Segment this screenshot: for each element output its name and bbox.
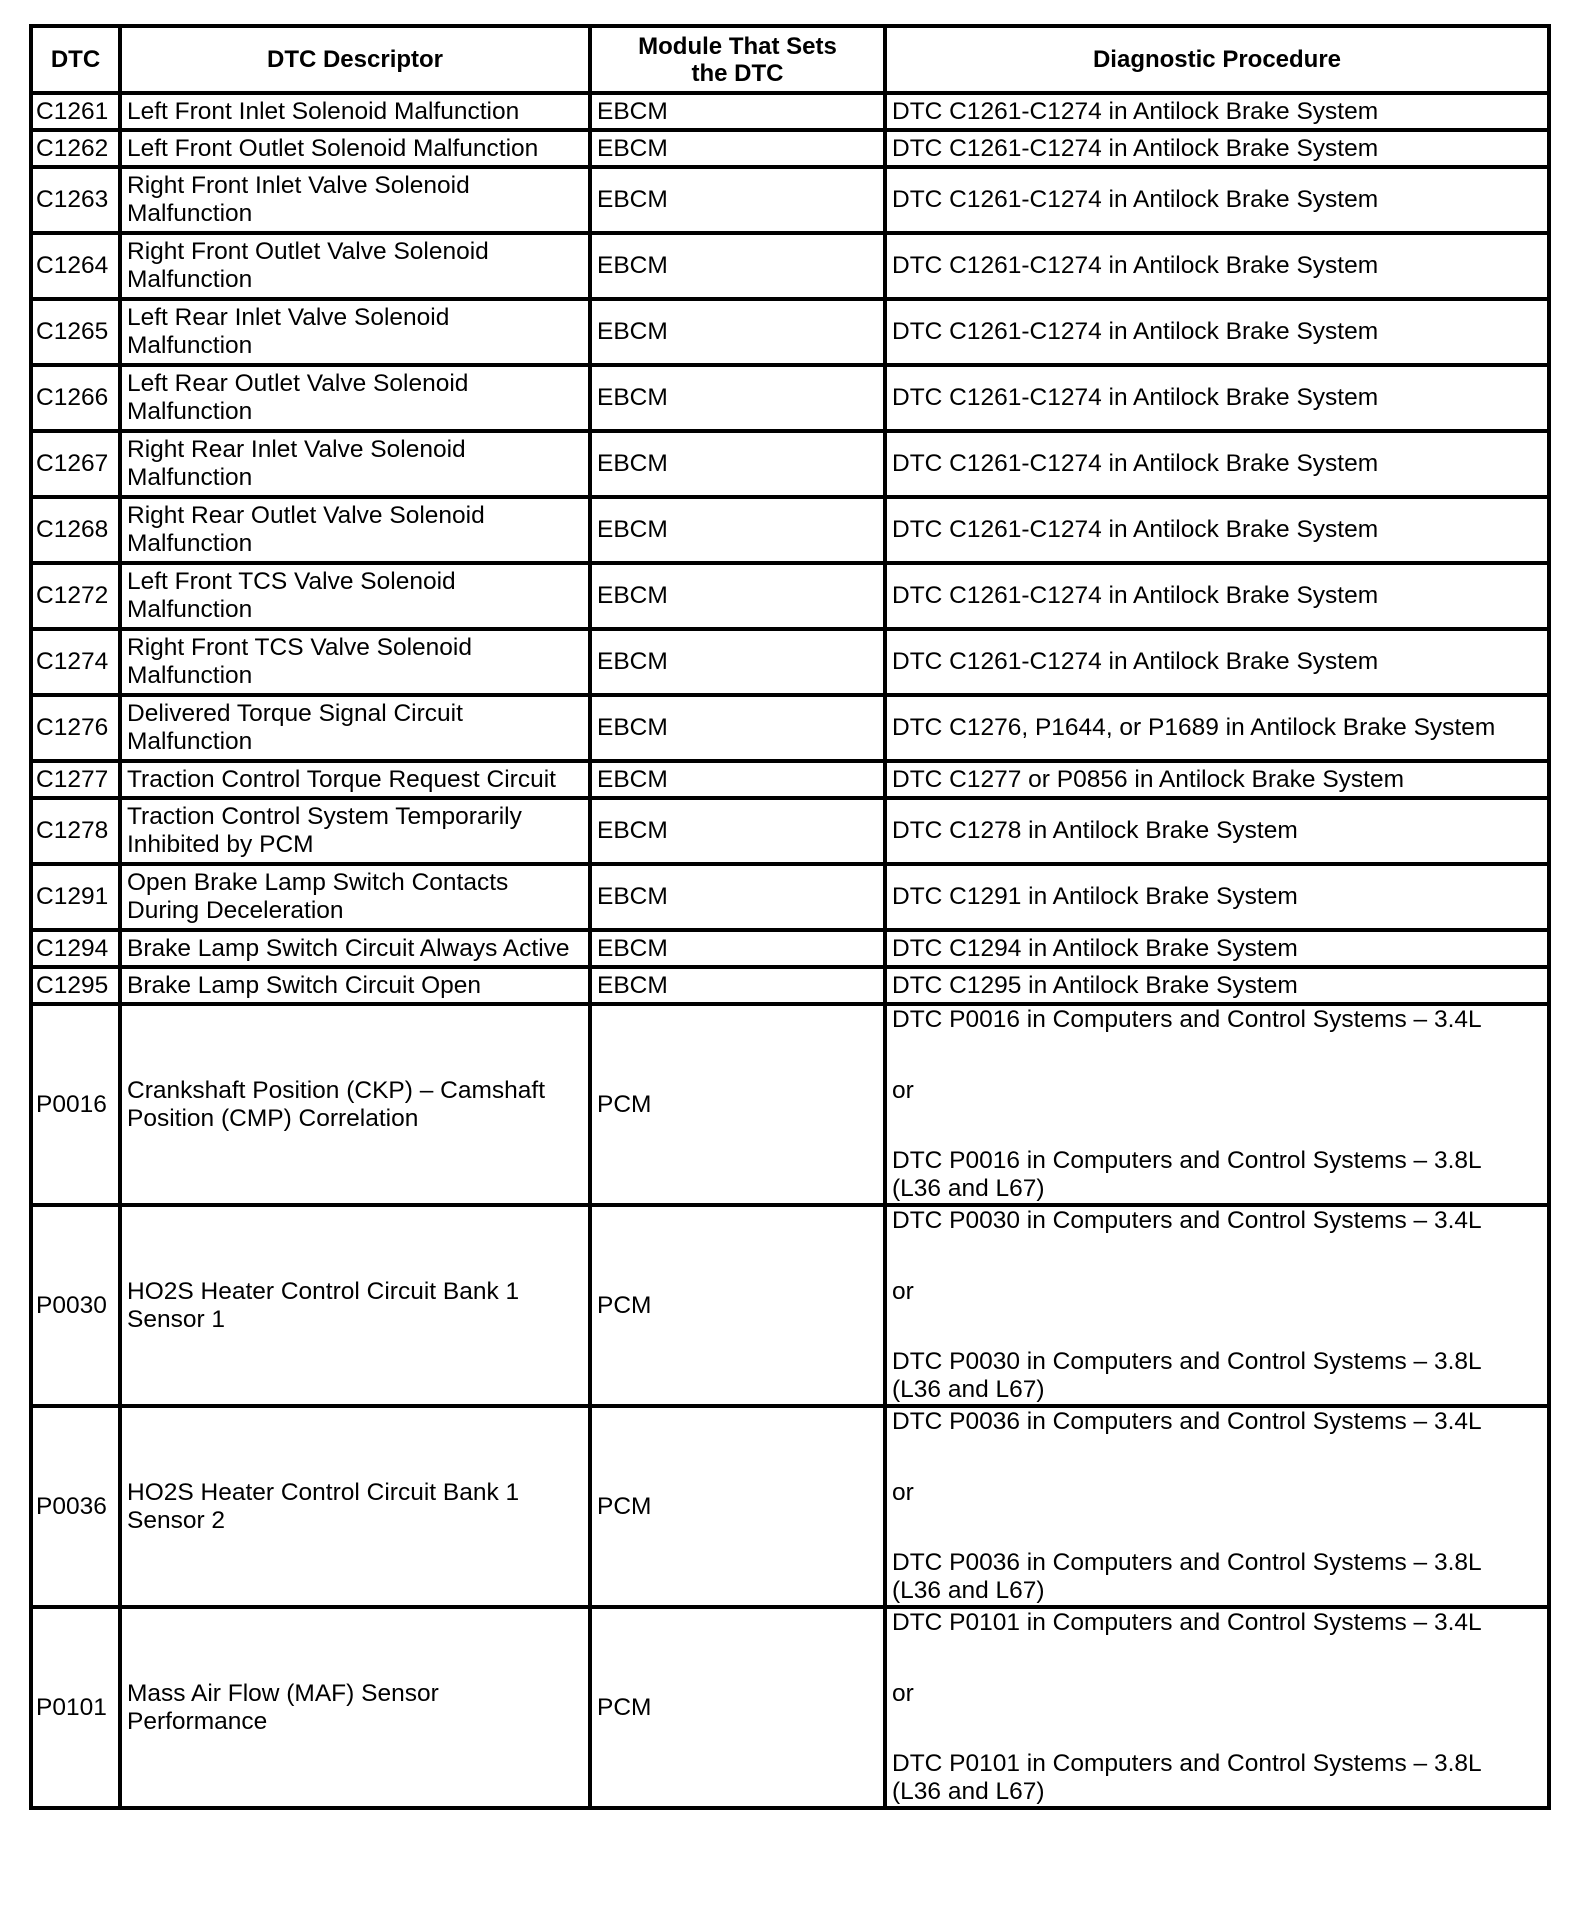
procedure-cell: DTC C1291 in Antilock Brake System <box>885 864 1549 930</box>
dtc-cell: C1262 <box>31 130 120 167</box>
dtc-cell: C1274 <box>31 629 120 695</box>
descriptor-cell: Left Rear Inlet Valve Solenoid Malfunction <box>120 299 590 365</box>
procedure-cell: DTC C1261-C1274 in Antilock Brake System <box>885 431 1549 497</box>
dtc-cell: C1276 <box>31 695 120 761</box>
procedure-cell: DTC C1295 in Antilock Brake System <box>885 967 1549 1004</box>
descriptor-cell: Traction Control Torque Request Circuit <box>120 761 590 798</box>
module-cell: PCM <box>590 1607 885 1808</box>
module-cell: EBCM <box>590 629 885 695</box>
procedure-cell: DTC C1261-C1274 in Antilock Brake System <box>885 167 1549 233</box>
dtc-cell: C1261 <box>31 93 120 130</box>
dtc-cell: C1272 <box>31 563 120 629</box>
procedure-option-a: DTC P0016 in Computers and Control Systems – 3.4L <box>892 1006 1482 1033</box>
procedure-option-b: DTC P0101 in Computers and Control Systems – 3.8L (L36 and L67) <box>892 1750 1481 1805</box>
table-row <box>31 93 1549 130</box>
header-procedure: Diagnostic Procedure <box>885 26 1549 93</box>
table-row <box>31 167 1549 233</box>
header-row <box>31 26 1549 93</box>
table-row <box>31 1406 1549 1607</box>
dtc-table <box>29 24 1551 1810</box>
table-row <box>31 299 1549 365</box>
module-cell: EBCM <box>590 233 885 299</box>
dtc-cell: C1295 <box>31 967 120 1004</box>
dtc-cell: C1291 <box>31 864 120 930</box>
procedure-cell: DTC C1277 or P0856 in Antilock Brake System <box>885 761 1549 798</box>
table-row <box>31 629 1549 695</box>
table-row <box>31 864 1549 930</box>
dtc-cell: C1264 <box>31 233 120 299</box>
descriptor-cell: Traction Control System Temporarily Inhibited by PCM <box>120 798 590 864</box>
procedure-option-b: DTC P0016 in Computers and Control Systems – 3.8L (L36 and L67) <box>892 1147 1481 1202</box>
procedure-or: or <box>892 1478 914 1506</box>
module-cell: EBCM <box>590 130 885 167</box>
dtc-cell: C1265 <box>31 299 120 365</box>
descriptor-cell: Mass Air Flow (MAF) Sensor Performance <box>120 1607 590 1808</box>
table-row <box>31 563 1549 629</box>
procedure-cell: DTC C1261-C1274 in Antilock Brake System <box>885 497 1549 563</box>
table-row <box>31 431 1549 497</box>
module-cell: EBCM <box>590 365 885 431</box>
descriptor-cell: Right Rear Outlet Valve Solenoid Malfunction <box>120 497 590 563</box>
procedure-cell <box>885 1607 1549 1808</box>
descriptor-cell: Left Front Inlet Solenoid Malfunction <box>120 93 590 130</box>
procedure-cell: DTC C1261-C1274 in Antilock Brake System <box>885 130 1549 167</box>
table-row <box>31 967 1549 1004</box>
procedure-or: or <box>892 1679 914 1707</box>
module-cell: PCM <box>590 1004 885 1205</box>
procedure-option-a: DTC P0036 in Computers and Control Systems – 3.4L <box>892 1408 1482 1435</box>
table-row <box>31 497 1549 563</box>
procedure-cell: DTC C1261-C1274 in Antilock Brake System <box>885 93 1549 130</box>
dtc-cell: P0036 <box>31 1406 120 1607</box>
header-descriptor: DTC Descriptor <box>120 26 590 93</box>
module-cell: EBCM <box>590 563 885 629</box>
table-row <box>31 1205 1549 1406</box>
table-row <box>31 798 1549 864</box>
table-row <box>31 130 1549 167</box>
module-cell: EBCM <box>590 299 885 365</box>
dtc-cell: P0030 <box>31 1205 120 1406</box>
descriptor-cell: Left Front Outlet Solenoid Malfunction <box>120 130 590 167</box>
descriptor-cell: Right Front TCS Valve Solenoid Malfunction <box>120 629 590 695</box>
procedure-cell: DTC C1261-C1274 in Antilock Brake System <box>885 629 1549 695</box>
module-cell: EBCM <box>590 431 885 497</box>
module-cell: EBCM <box>590 967 885 1004</box>
dtc-cell: C1277 <box>31 761 120 798</box>
descriptor-cell: Open Brake Lamp Switch Contacts During Deceleration <box>120 864 590 930</box>
dtc-cell: C1267 <box>31 431 120 497</box>
table-row <box>31 233 1549 299</box>
dtc-cell: C1294 <box>31 930 120 967</box>
procedure-option-b: DTC P0036 in Computers and Control Systems – 3.8L (L36 and L67) <box>892 1549 1481 1604</box>
procedure-cell: DTC C1261-C1274 in Antilock Brake System <box>885 233 1549 299</box>
procedure-cell: DTC C1261-C1274 in Antilock Brake System <box>885 563 1549 629</box>
table-row <box>31 761 1549 798</box>
descriptor-cell: Right Front Outlet Valve Solenoid Malfunction <box>120 233 590 299</box>
procedure-or: or <box>892 1277 914 1305</box>
procedure-option-b: DTC P0030 in Computers and Control Systems – 3.8L (L36 and L67) <box>892 1348 1481 1403</box>
header-dtc: DTC <box>31 26 120 93</box>
procedure-cell: DTC C1261-C1274 in Antilock Brake System <box>885 299 1549 365</box>
module-cell: EBCM <box>590 497 885 563</box>
procedure-option-a: DTC P0030 in Computers and Control Systems – 3.4L <box>892 1207 1482 1234</box>
procedure-cell: DTC C1276, P1644, or P1689 in Antilock Brake System <box>885 695 1549 761</box>
module-cell: EBCM <box>590 695 885 761</box>
header-module: Module That Sets the DTC <box>590 26 885 93</box>
table-header <box>31 26 1549 93</box>
table-row <box>31 365 1549 431</box>
table-row <box>31 1004 1549 1205</box>
descriptor-cell: HO2S Heater Control Circuit Bank 1 Sensor 2 <box>120 1406 590 1607</box>
procedure-or: or <box>892 1076 914 1104</box>
dtc-cell: P0101 <box>31 1607 120 1808</box>
module-cell: EBCM <box>590 167 885 233</box>
descriptor-cell: Right Front Inlet Valve Solenoid Malfunction <box>120 167 590 233</box>
procedure-option-a: DTC P0101 in Computers and Control Systems – 3.4L <box>892 1609 1482 1636</box>
procedure-cell: DTC C1294 in Antilock Brake System <box>885 930 1549 967</box>
descriptor-cell: Delivered Torque Signal Circuit Malfunction <box>120 695 590 761</box>
table-row <box>31 695 1549 761</box>
table-row <box>31 930 1549 967</box>
dtc-cell: P0016 <box>31 1004 120 1205</box>
procedure-cell <box>885 1406 1549 1607</box>
dtc-cell: C1266 <box>31 365 120 431</box>
module-cell: EBCM <box>590 930 885 967</box>
procedure-block <box>892 1408 1542 1605</box>
table-row <box>31 1607 1549 1808</box>
descriptor-cell: Brake Lamp Switch Circuit Always Active <box>120 930 590 967</box>
descriptor-cell: HO2S Heater Control Circuit Bank 1 Sensor 1 <box>120 1205 590 1406</box>
procedure-cell: DTC C1261-C1274 in Antilock Brake System <box>885 365 1549 431</box>
descriptor-cell: Crankshaft Position (CKP) – Camshaft Position (CMP) Correlation <box>120 1004 590 1205</box>
table-body <box>31 93 1549 1808</box>
module-cell: PCM <box>590 1205 885 1406</box>
descriptor-cell: Right Rear Inlet Valve Solenoid Malfunction <box>120 431 590 497</box>
procedure-cell: DTC C1278 in Antilock Brake System <box>885 798 1549 864</box>
dtc-cell: C1263 <box>31 167 120 233</box>
procedure-block <box>892 1006 1542 1203</box>
procedure-block <box>892 1609 1542 1806</box>
module-cell: EBCM <box>590 93 885 130</box>
module-cell: EBCM <box>590 761 885 798</box>
procedure-block <box>892 1207 1542 1404</box>
dtc-cell: C1278 <box>31 798 120 864</box>
procedure-cell <box>885 1004 1549 1205</box>
module-cell: EBCM <box>590 798 885 864</box>
descriptor-cell: Brake Lamp Switch Circuit Open <box>120 967 590 1004</box>
descriptor-cell: Left Front TCS Valve Solenoid Malfunction <box>120 563 590 629</box>
dtc-cell: C1268 <box>31 497 120 563</box>
procedure-cell <box>885 1205 1549 1406</box>
descriptor-cell: Left Rear Outlet Valve Solenoid Malfunction <box>120 365 590 431</box>
module-cell: EBCM <box>590 864 885 930</box>
module-cell: PCM <box>590 1406 885 1607</box>
